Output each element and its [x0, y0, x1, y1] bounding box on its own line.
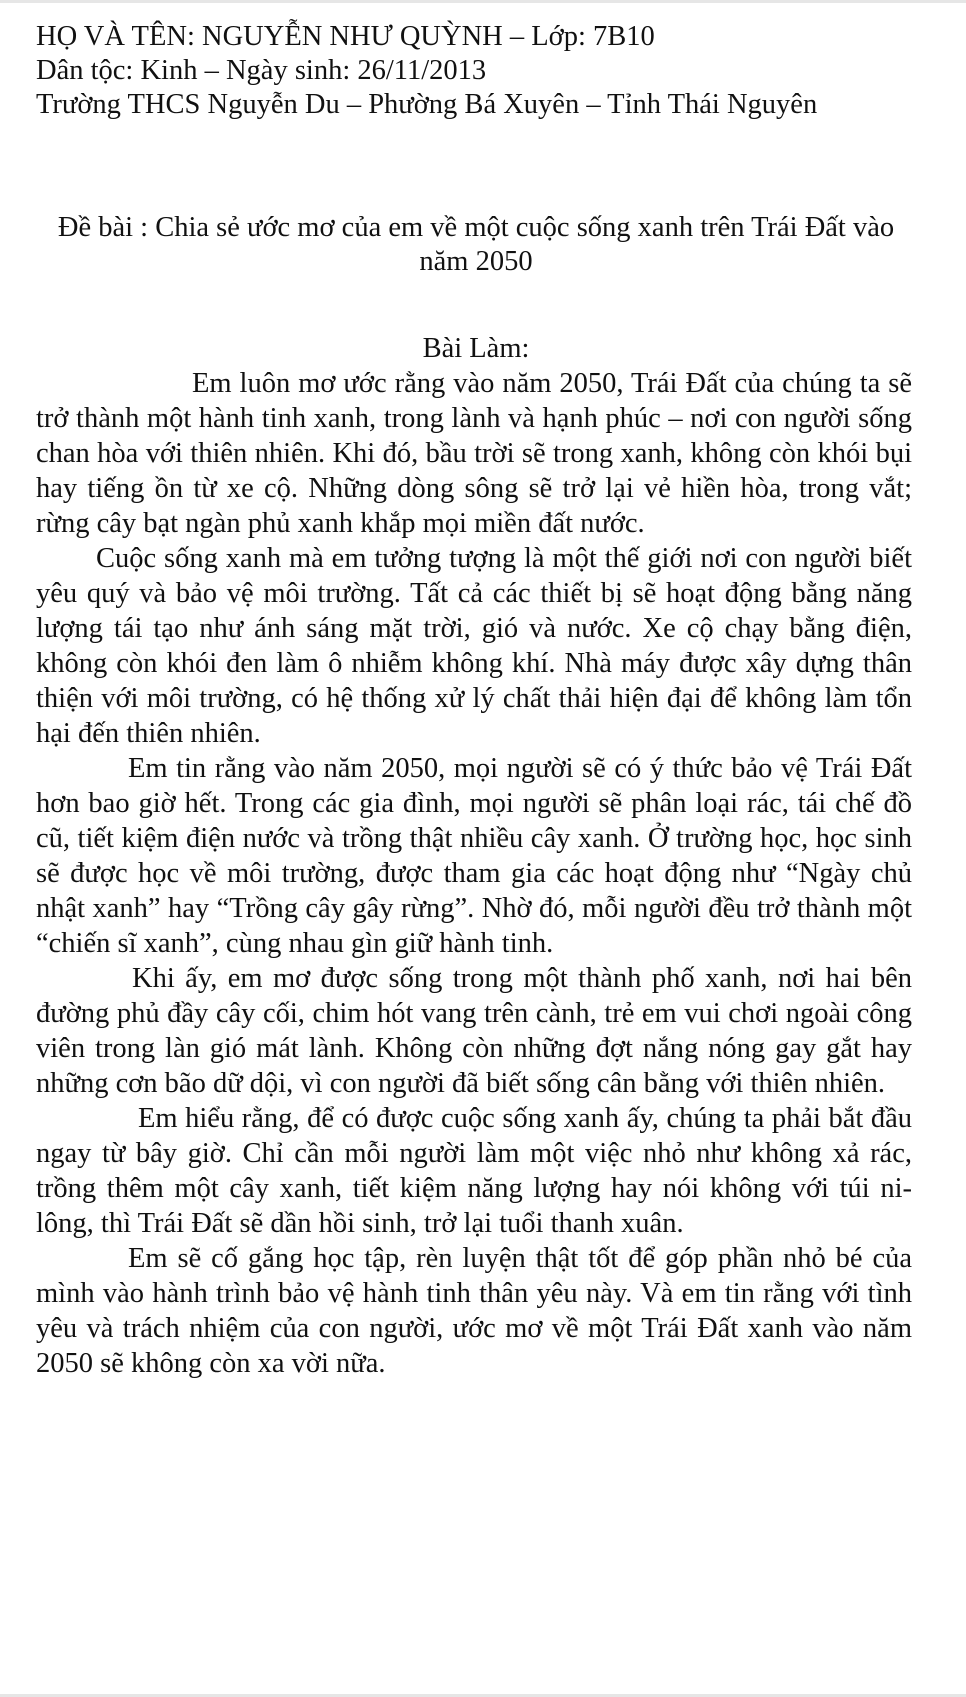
assignment-prompt — [36, 211, 916, 279]
essay-paragraph-4: Khi ấy, em mơ được sống trong một thành phố xanh, nơi hai bên đường phủ đầy cây cối, chim hót vang trên cành, trẻ em vui chơi ngoài công viên trong làn gió mát lành. Không còn những đợt nắng nóng gay gắt hay những cơn bão dữ dội, vì con người đã biết sống cân bằng với thiên nhiên. — [36, 963, 912, 1099]
student-school-address: Trường THCS Nguyễn Du – Phường Bá Xuyên – Tỉnh Thái Nguyên — [36, 89, 818, 120]
student-info — [36, 20, 916, 122]
essay-heading: Bài Làm: — [422, 333, 530, 364]
top-border — [0, 0, 966, 3]
assignment-prompt-text: Đề bài : Chia sẻ ước mơ của em về một cuộc sống xanh trên Trái Đất vào năm 2050 — [57, 212, 895, 277]
student-name-class: HỌ VÀ TÊN: NGUYỄN NHƯ QUỲNH – Lớp: 7B10 — [36, 21, 655, 52]
essay-paragraph-6: Em sẽ cố gắng học tập, rèn luyện thật tốt để góp phần nhỏ bé của mình vào hành trình bảo vệ hành tinh thân yêu này. Và em tin rằng với tình yêu và trách nhiệm của con người, ước mơ về một Trái Đất xanh vào năm 2050 sẽ không còn xa vời nữa. — [36, 1243, 912, 1379]
essay-paragraph-1: Em luôn mơ ước rằng vào năm 2050, Trái Đất của chúng ta sẽ trở thành một hành tinh xanh, trong lành và hạnh phúc – nơi con người sống chan hòa với thiên nhiên. Khi đó, bầu trời sẽ trong xanh, không còn khói bụi hay tiếng ồn từ xe cộ. Những dòng sông sẽ trở lại vẻ hiền hòa, trong vắt; rừng cây bạt ngàn phủ xanh khắp mọi miền đất nước. — [36, 368, 912, 539]
student-ethnicity-birthdate: Dân tộc: Kinh – Ngày sinh: 26/11/2013 — [36, 55, 487, 86]
essay-paragraph-5: Em hiểu rằng, để có được cuộc sống xanh ấy, chúng ta phải bắt đầu ngay từ bây giờ. Chỉ cần mỗi người làm một việc nhỏ như không xả rác, trồng thêm một cây xanh, tiết kiệm năng lượng hay nói không với túi ni-lông, thì Trái Đất sẽ dần hồi sinh, trở lại tuổi thanh xuân. — [36, 1103, 912, 1239]
essay-paragraph-2: Cuộc sống xanh mà em tưởng tượng là một thế giới nơi con người biết yêu quý và bảo vệ môi trường. Tất cả các thiết bị sẽ hoạt động bằng năng lượng tái tạo như ánh sáng mặt trời, gió và nước. Xe cộ chạy bằng điện, không còn khói đen làm ô nhiễm không khí. Nhà máy được xây dựng thân thiện với môi trường, có hệ thống xử lý chất thải hiện đại để không làm tổn hại đến thiên nhiên. — [36, 543, 912, 749]
essay-paragraph-3: Em tin rằng vào năm 2050, mọi người sẽ có ý thức bảo vệ Trái Đất hơn bao giờ hết. Trong các gia đình, mọi người sẽ phân loại rác, tái chế đồ cũ, tiết kiệm điện nước và trồng thật nhiều cây xanh. Ở trường học, học sinh sẽ được học về môi trường, được tham gia các hoạt động như “Ngày chủ nhật xanh” hay “Trồng cây gây rừng”. Nhờ đó, mỗi người đều trở thành một “chiến sĩ xanh”, cùng nhau gìn giữ hành tinh. — [36, 753, 912, 959]
essay-body — [36, 366, 912, 1381]
